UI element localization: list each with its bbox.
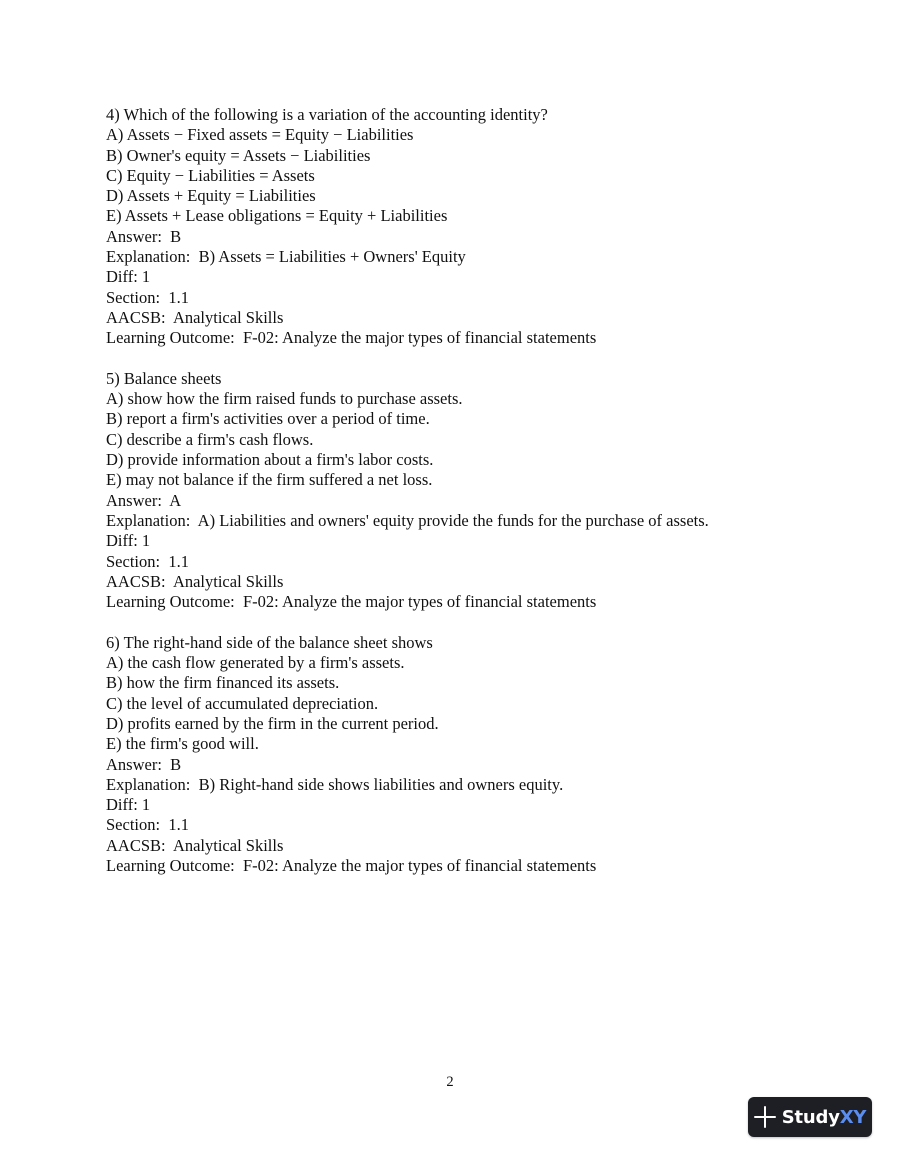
- explanation: Explanation: A) Liabilities and owners' equity provide the funds for the purchase of assets.: [106, 510, 709, 530]
- question-text: 5) Balance sheets: [106, 368, 222, 388]
- difficulty: Diff: 1: [106, 795, 151, 815]
- option-d: D) Assets + Equity = Liabilities: [106, 186, 316, 206]
- option-e: E) Assets + Lease obligations = Equity + Liabilities: [106, 206, 448, 226]
- learning-outcome: Learning Outcome: F-02: Analyze the major types of financial statements: [106, 855, 597, 875]
- option-e: E) the firm's good will.: [106, 734, 259, 754]
- learning-outcome: Learning Outcome: F-02: Analyze the major types of financial statements: [106, 328, 597, 348]
- answer: Answer: B: [106, 226, 182, 246]
- explanation: Explanation: B) Assets = Liabilities + Owners' Equity: [106, 247, 466, 267]
- brand-name-study: Study: [781, 1106, 840, 1128]
- page-number: 2: [446, 1074, 454, 1090]
- section: Section: 1.1: [106, 287, 189, 307]
- explanation: Explanation: B) Right-hand side shows liabilities and owners equity.: [106, 774, 564, 794]
- question-text: 6) The right-hand side of the balance sheet shows: [106, 632, 433, 652]
- option-c: C) describe a firm's cash flows.: [106, 429, 314, 449]
- question-4: [106, 105, 826, 349]
- aacsb: AACSB: Analytical Skills: [106, 571, 284, 591]
- option-a: A) the cash flow generated by a firm's assets.: [106, 653, 405, 673]
- page-content: [106, 105, 826, 897]
- aacsb: AACSB: Analytical Skills: [106, 307, 284, 327]
- option-e: E) may not balance if the firm suffered a net loss.: [106, 470, 433, 490]
- answer: Answer: B: [106, 754, 182, 774]
- plus-icon: [754, 1106, 776, 1128]
- question-6: [106, 633, 826, 877]
- question-text: 4) Which of the following is a variation of the accounting identity?: [106, 105, 548, 124]
- option-d: D) provide information about a firm's labor costs.: [106, 450, 434, 470]
- option-b: B) Owner's equity = Assets − Liabilities: [106, 145, 371, 165]
- option-a: A) Assets − Fixed assets = Equity − Liabilities: [106, 125, 414, 145]
- option-c: C) Equity − Liabilities = Assets: [106, 165, 315, 185]
- option-b: B) how the firm financed its assets.: [106, 673, 340, 693]
- option-d: D) profits earned by the firm in the current period.: [106, 713, 439, 733]
- brand-name: [782, 1107, 867, 1128]
- section: Section: 1.1: [106, 815, 189, 835]
- option-a: A) show how the firm raised funds to purchase assets.: [106, 389, 463, 409]
- question-5: [106, 369, 826, 613]
- section: Section: 1.1: [106, 551, 189, 571]
- option-b: B) report a firm's activities over a period of time.: [106, 409, 430, 429]
- answer: Answer: A: [106, 490, 182, 510]
- difficulty: Diff: 1: [106, 267, 151, 287]
- option-c: C) the level of accumulated depreciation.: [106, 693, 379, 713]
- studyxy-badge[interactable]: [748, 1097, 872, 1137]
- difficulty: Diff: 1: [106, 531, 151, 551]
- brand-name-xy: XY: [839, 1106, 867, 1128]
- learning-outcome: Learning Outcome: F-02: Analyze the major types of financial statements: [106, 592, 597, 612]
- aacsb: AACSB: Analytical Skills: [106, 835, 284, 855]
